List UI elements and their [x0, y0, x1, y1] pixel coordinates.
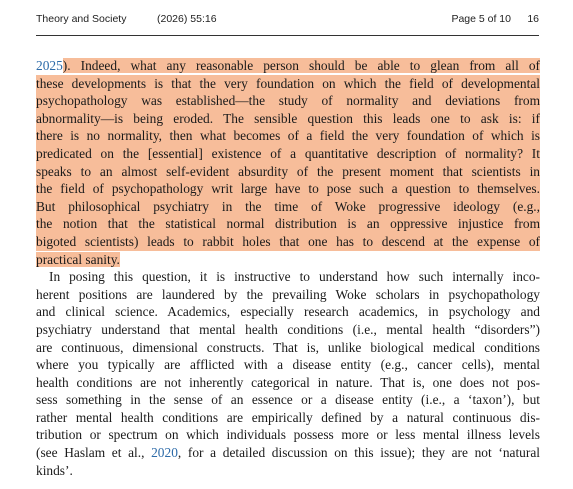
page-number: 16: [527, 13, 539, 25]
journal-citation: (2026) 55:16: [157, 13, 217, 25]
text-line: are continuous, dimensional constructs. That is, unlike biological medical conditions: [36, 339, 540, 355]
text-line: sess something in the sense of an essence or a disease entity (i.e., a ‘taxon’), but: [36, 392, 540, 408]
paragraph-highlighted: [36, 57, 540, 268]
text-line: [36, 57, 540, 75]
highlighted-text: ). Indeed, what any reasonable person should be able to glean from all of: [62, 58, 540, 73]
text-line: rather mental health conditions are empirically defined by a natural continuous dis-: [36, 409, 540, 425]
page-header: [36, 13, 539, 33]
highlighted-text: practical sanity.: [36, 251, 120, 267]
highlighted-line: But philosophical psychiatry in the time of Woke progressive ideology (e.g.,: [36, 198, 540, 214]
text-segment: (see Haslam et al.,: [36, 445, 152, 461]
text-line: where you typically are afflicted with a disease entity (e.g., cancer cells), mental: [36, 357, 540, 373]
text-line: health conditions are not inherently categorical in nature. That is, one does not pos-: [36, 374, 540, 390]
header-rule: [36, 35, 539, 36]
text-line: [36, 251, 540, 269]
highlighted-line: bigoted scientists) leads to rabbit holes that one has to descend at the expense of: [36, 233, 540, 249]
highlighted-line: there is no normality, then what becomes of a field the very foundation of which is: [36, 128, 540, 144]
article-body: [36, 57, 540, 479]
text-line: kinds’.: [36, 462, 73, 478]
highlighted-line: predicated on the [essential] existence of a quantitative description of normality? It: [36, 145, 540, 161]
highlighted-line: abnormality—is being eroded. The sensible question this leads one to ask is: if: [36, 110, 540, 126]
highlighted-line: the notion that the statistical normal distribution is an oppressive injustice from: [36, 216, 540, 232]
paragraph: [36, 268, 540, 479]
text-line: In posing this question, it is instructive to understand how such internally inco-: [49, 269, 540, 285]
journal-name: Theory and Society: [36, 13, 127, 25]
highlighted-line: speaks to an almost self-evident absurdity of the present moment that scientists in: [36, 163, 540, 179]
reference-link[interactable]: 2020: [151, 445, 178, 461]
text-line: herent positions are laundered by the prevailing Woke scholars in psychopathology: [36, 286, 540, 302]
reference-link[interactable]: 2025: [36, 58, 63, 73]
text-line: and clinical science. Academics, especially research academics, in psychology and: [36, 304, 540, 320]
text-line: [36, 444, 540, 462]
text-line: psychiatry understand that mental health conditions (i.e., mental health “disorders”): [36, 321, 540, 337]
highlighted-line: psychopathology was established—the study of normality and deviations from: [36, 93, 540, 109]
highlighted-line: the field of psychopathology writ large have to pose such a question to themselves.: [36, 181, 540, 197]
page-of-total: Page 5 of 10: [451, 13, 511, 25]
text-segment: , for a detailed discussion on this issue); they are not ‘natural: [177, 445, 540, 461]
highlighted-line: these developments is that the very foundation on which the field of developmental: [36, 75, 540, 91]
text-line: tribution or spectrum on which individuals possess more or less mental illness levels: [36, 427, 540, 443]
